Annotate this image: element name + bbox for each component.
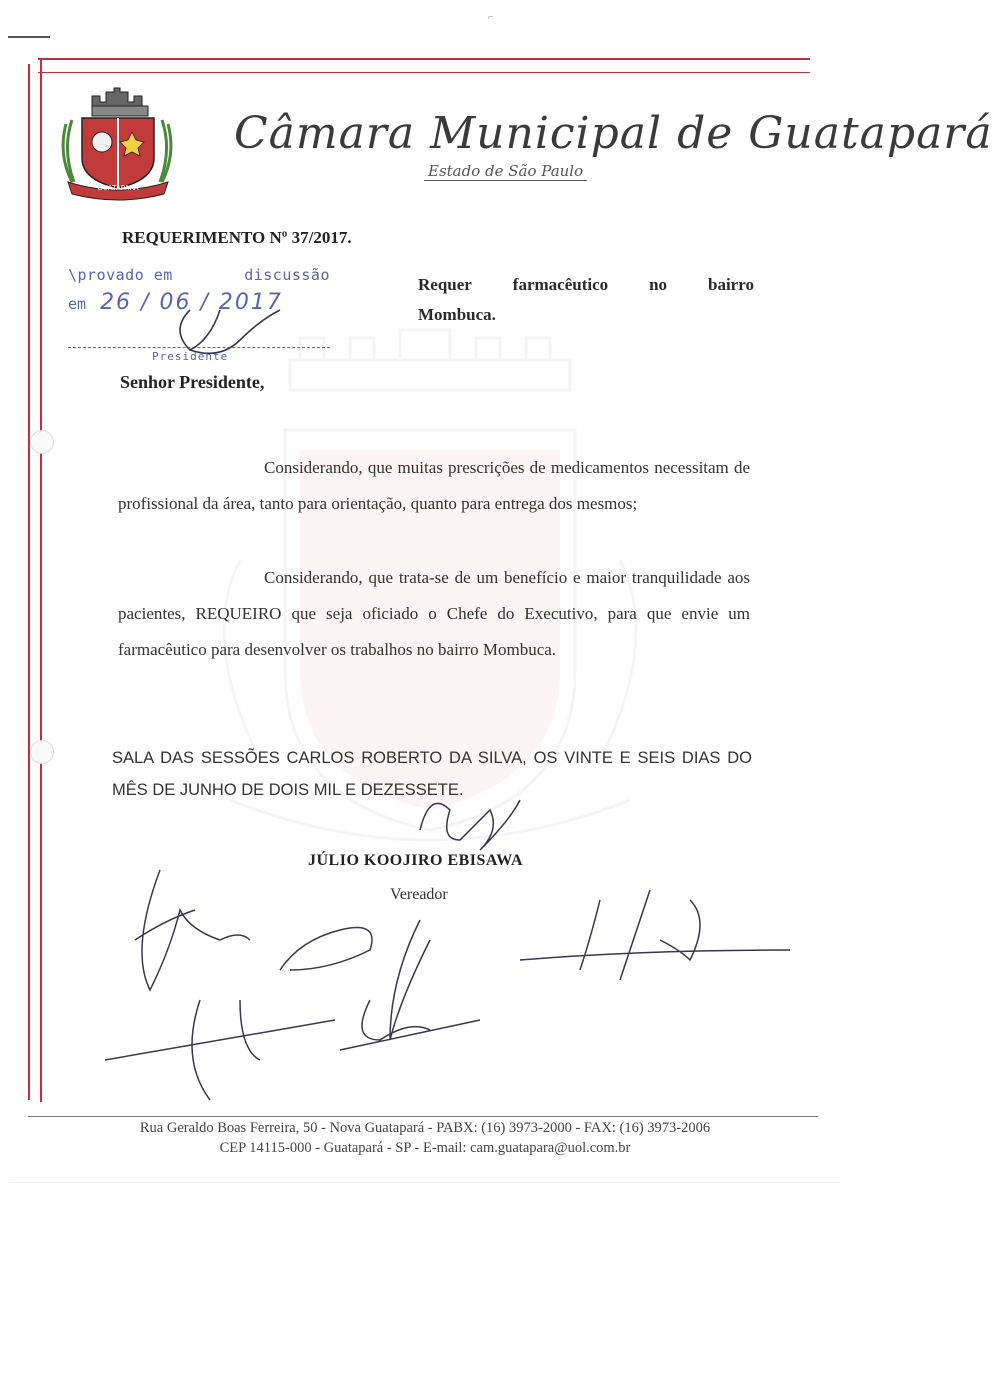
footer-contact: CEP 14115-000 - Guatapará - SP - E-mail: cam.guatapara@uol.com.br (219, 1140, 631, 1156)
stamp-president-label: Presidente (152, 350, 229, 363)
crest-band-text: GUATAPARÁ (97, 184, 139, 192)
closing-statement: SALA DAS SESSÕES CARLOS ROBERTO DA SILVA, OS VINTE E SEIS DIAS DO MÊS DE JUNHO DE DOIS MIL E DEZESSETE. (112, 749, 752, 799)
councillor-signatures (0, 840, 850, 1100)
stamp-approved-text: \provado em (68, 266, 173, 284)
stamp-date: 26 / 06 / 2017 (100, 290, 283, 315)
signer-role: Vereador (390, 886, 448, 903)
subject-word: bairro (708, 275, 754, 294)
footer-rule (28, 1116, 818, 1117)
page-edge-line (10, 1182, 840, 1183)
subject-line2: Mombuca. (418, 305, 496, 324)
subject-word: Requer (418, 275, 472, 294)
letterhead-title: Câmara Municipal de Guatapará (234, 108, 993, 159)
signer-name: JÚLIO KOOJIRO EBISAWA (308, 852, 523, 869)
paragraph-2: Considerando, que trata-se de um benefício e maior tranquilidade aos pacientes, REQUEIRO que seja oficiado o Chefe do Executivo, para que envie um farmacêutico para desenvolver os trabalhos no bairro Mombuca. (118, 568, 750, 659)
paragraph-1: Considerando, que muitas prescrições de medicamentos necessitam de profissional da área, tanto para orientação, quanto para entrega dos mesmos; (118, 458, 750, 513)
stamp-em-text: em (68, 295, 87, 313)
municipal-crest-logo (52, 84, 182, 202)
stamp-discussion-text: discussão (244, 266, 330, 284)
footer-address: Rua Geraldo Boas Ferreira, 50 - Nova Guatapará - PABX: (16) 3973-2000 - FAX: (16) 3973-2006 (139, 1120, 711, 1136)
subject-word: no (649, 275, 668, 294)
scan-speck: ⌐ (488, 12, 494, 23)
salutation: Senhor Presidente, (120, 372, 265, 392)
subject-word: farmacêutico (512, 275, 609, 294)
stamp-signature (150, 290, 290, 370)
subject-block (418, 270, 754, 330)
letterhead-subtitle: Estado de São Paulo (424, 162, 587, 181)
requerimento-number: REQUERIMENTO Nº 37/2017. (122, 228, 352, 247)
